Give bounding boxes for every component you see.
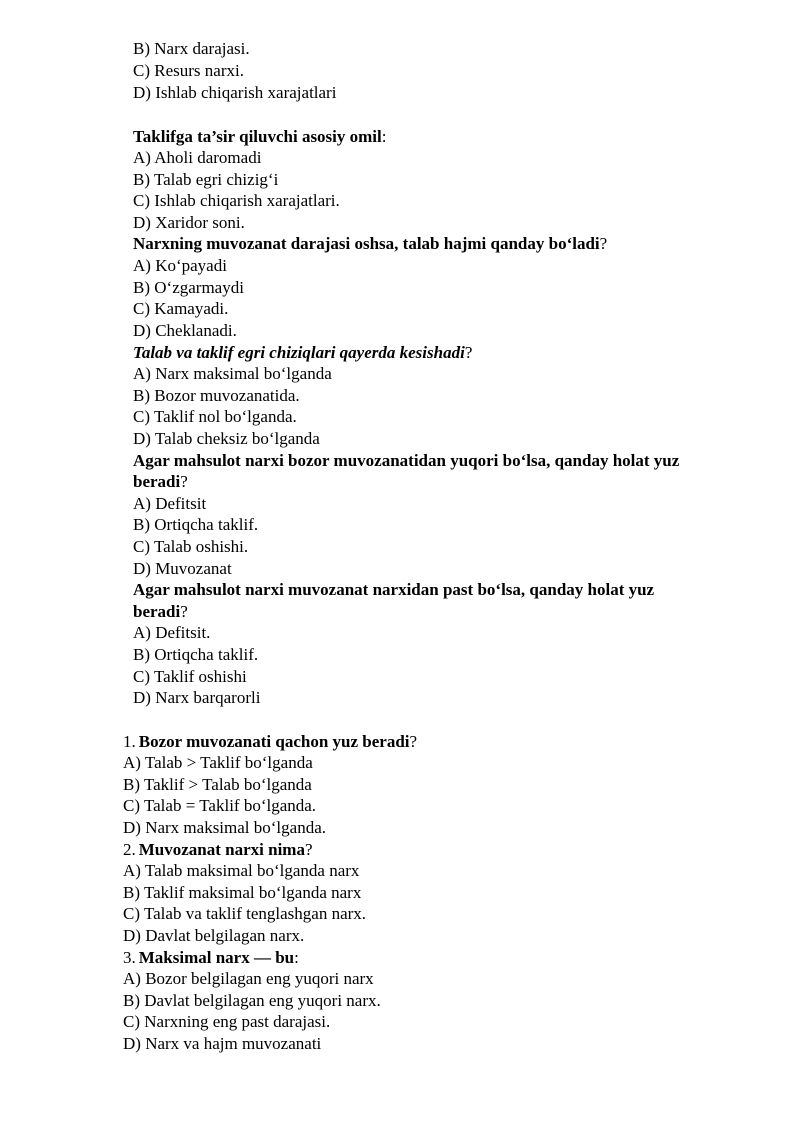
option-line: A) Bozor belgilagan eng yuqori narx <box>123 969 374 988</box>
option-line: A) Narx maksimal bo‘lganda <box>133 364 332 383</box>
option-line: A) Talab > Taklif bo‘lganda <box>123 753 313 772</box>
question-number: 3. <box>123 948 136 967</box>
option-line: A) Aholi daromadi <box>133 148 262 167</box>
option-line: C) Resurs narxi. <box>133 61 244 80</box>
option-line: C) Ishlab chiqarish xarajatlari. <box>133 191 340 210</box>
option-line: D) Xaridor soni. <box>133 213 245 232</box>
option-line: B) O‘zgarmaydi <box>133 278 244 297</box>
option-line: D) Narx barqarorli <box>133 688 261 707</box>
option-line: C) Kamayadi. <box>133 299 229 318</box>
option-line: B) Davlat belgilagan eng yuqori narx. <box>123 991 381 1010</box>
option-line: A) Ko‘payadi <box>133 256 227 275</box>
option-line: B) Bozor muvozanatida. <box>133 386 300 405</box>
option-line: A) Talab maksimal bo‘lganda narx <box>123 861 360 880</box>
question-heading: 2. Muvozanat narxi nima? <box>123 840 313 859</box>
option-line: D) Cheklanadi. <box>133 321 237 340</box>
question-heading: 3. Maksimal narx — bu: <box>123 948 299 967</box>
option-line: B) Taklif > Talab bo‘lganda <box>123 775 312 794</box>
option-line: C) Taklif nol bo‘lganda. <box>133 407 297 426</box>
option-line: C) Talab oshishi. <box>133 537 249 556</box>
question-heading: Taklifga ta’sir qiluvchi asosiy omil: <box>133 127 387 146</box>
option-line: B) Ortiqcha taklif. <box>133 645 259 664</box>
question-heading: Narxning muvozanat darajasi oshsa, talab hajmi qanday bo‘ladi? <box>133 234 608 253</box>
question-heading-cont: beradi? <box>133 602 188 621</box>
question-heading-cont: beradi? <box>133 472 188 491</box>
option-line: A) Defitsit. <box>133 623 211 642</box>
option-line: B) Narx darajasi. <box>133 39 250 58</box>
question-heading: 1. Bozor muvozanati qachon yuz beradi? <box>123 732 418 751</box>
question-heading: Agar mahsulot narxi muvozanat narxidan past bo‘lsa, qanday holat yuz <box>133 580 655 599</box>
question-number: 1. <box>123 732 136 751</box>
option-line: C) Talab va taklif tenglashgan narx. <box>123 904 367 923</box>
option-line: D) Ishlab chiqarish xarajatlari <box>133 83 337 102</box>
option-line: D) Muvozanat <box>133 559 232 578</box>
option-line: C) Narxning eng past darajasi. <box>123 1012 331 1031</box>
question-heading: Agar mahsulot narxi bozor muvozanatidan yuqori bo‘lsa, qanday holat yuz <box>133 451 680 470</box>
option-line: C) Taklif oshishi <box>133 667 247 686</box>
question-heading: Talab va taklif egri chiziqlari qayerda kesishadi? <box>133 343 473 362</box>
option-line: D) Narx maksimal bo‘lganda. <box>123 818 326 837</box>
option-line: D) Narx va hajm muvozanati <box>123 1034 322 1053</box>
option-line: C) Talab = Taklif bo‘lganda. <box>123 796 317 815</box>
option-line: A) Defitsit <box>133 494 207 513</box>
option-line: B) Taklif maksimal bo‘lganda narx <box>123 883 362 902</box>
option-line: D) Talab cheksiz bo‘lganda <box>133 429 320 448</box>
option-line: D) Davlat belgilagan narx. <box>123 926 305 945</box>
option-line: B) Ortiqcha taklif. <box>133 515 259 534</box>
option-line: B) Talab egri chizig‘i <box>133 170 279 189</box>
question-number: 2. <box>123 840 136 859</box>
